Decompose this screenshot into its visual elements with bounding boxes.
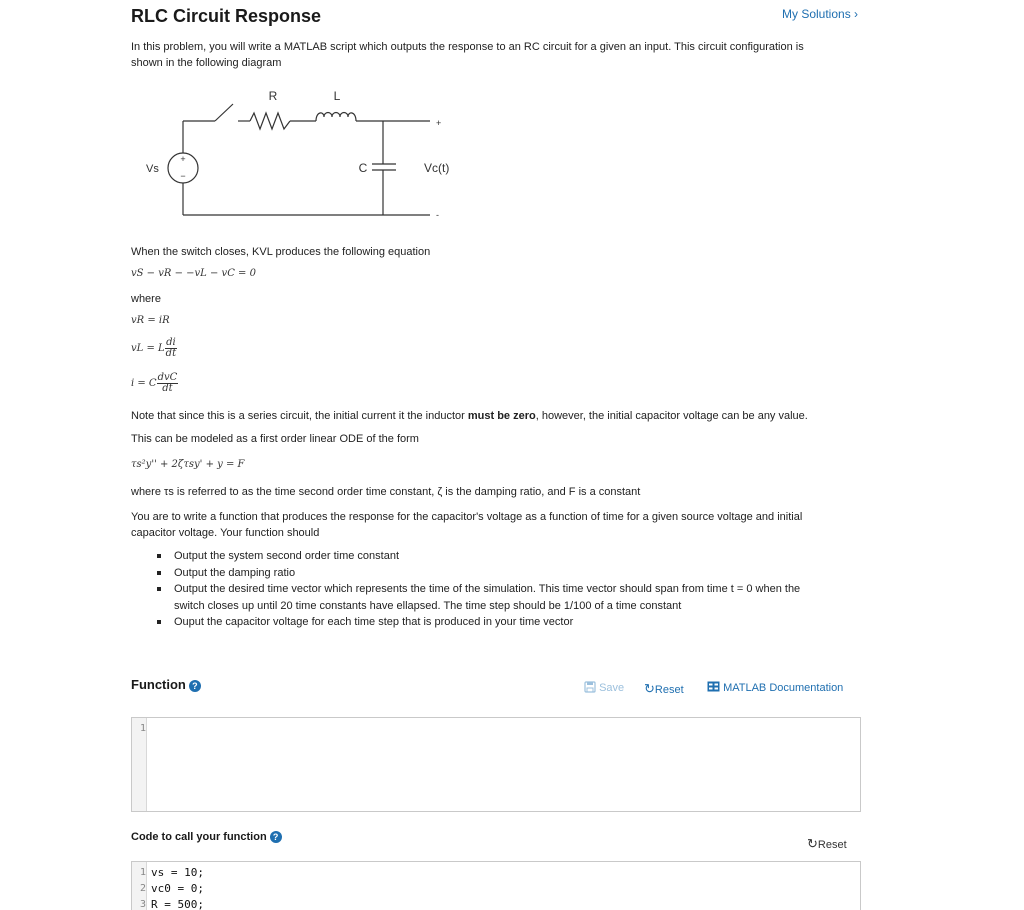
svg-text:+: + bbox=[180, 154, 186, 164]
kvl-equation: vS − vR − −vL − vC = 0 bbox=[131, 268, 256, 279]
ode-intro: This can be modeled as a first order linear ODE of the form bbox=[131, 433, 419, 445]
help-icon[interactable]: ? bbox=[189, 680, 201, 692]
output-voltage-label: Vc(t) bbox=[424, 161, 450, 175]
where-label: where bbox=[131, 293, 161, 305]
call-code-heading: Code to call your function ? bbox=[131, 831, 282, 843]
resistor-label: R bbox=[268, 89, 278, 103]
code-line[interactable]: vc0 = 0; bbox=[151, 882, 204, 895]
svg-text:−: − bbox=[180, 171, 186, 181]
reset-call-button[interactable]: ↻Reset bbox=[807, 836, 847, 851]
switch bbox=[215, 104, 233, 121]
line-number: 3 bbox=[139, 899, 146, 910]
intro-line-2: shown in the following diagram bbox=[131, 57, 282, 69]
function-editor[interactable] bbox=[131, 717, 861, 812]
circuit-diagram bbox=[130, 84, 460, 224]
i-numerator: dvC bbox=[157, 372, 178, 383]
vr-equation: vR = iR bbox=[131, 315, 170, 326]
list-item: Output the damping ratio bbox=[157, 565, 847, 582]
documentation-icon bbox=[707, 681, 720, 692]
vl-denominator: dt bbox=[165, 348, 177, 359]
source-label: Vs bbox=[146, 163, 159, 175]
list-item: Output the desired time vector which represents the time of the simulation. This time vector should span from time t = 0 when the switch closes up until 20 time constants have ellapsed. The time step should be 1/100 of a time constant bbox=[157, 581, 847, 614]
call-code-editor[interactable] bbox=[131, 861, 861, 910]
vl-lhs: vL = L bbox=[131, 343, 165, 354]
resistor bbox=[250, 113, 290, 129]
matlab-documentation-link[interactable]: MATLAB Documentation bbox=[707, 681, 843, 694]
function-heading: Function ? bbox=[131, 677, 201, 692]
vl-equation bbox=[131, 338, 177, 359]
code-line[interactable]: vs = 10; bbox=[151, 866, 204, 879]
vl-numerator: di bbox=[166, 337, 176, 348]
note-paragraph: Note that since this is a series circuit, the initial current it the inductor must be zero, however, the initial capacitor voltage can be any value. bbox=[131, 410, 808, 422]
i-equation bbox=[131, 373, 178, 394]
list-item: Ouput the capacitor voltage for each time step that is produced in your time vector bbox=[157, 614, 847, 631]
emphasis-text: must be zero bbox=[467, 410, 536, 422]
reset-icon: ↻ bbox=[644, 681, 655, 696]
plus-terminal: + bbox=[436, 118, 442, 128]
code-line[interactable]: R = 500; bbox=[151, 898, 204, 910]
ode-where: where τs is referred to as the time second order time constant, ζ is the damping ratio, and F is a constant bbox=[131, 486, 641, 498]
reset-icon: ↻ bbox=[807, 836, 818, 851]
line-number: 1 bbox=[139, 867, 146, 878]
i-lhs: i = C bbox=[131, 378, 157, 389]
intro-paragraph bbox=[131, 39, 851, 71]
help-icon[interactable]: ? bbox=[270, 831, 282, 843]
i-denominator: dt bbox=[162, 383, 173, 394]
my-solutions-link[interactable]: My Solutions › bbox=[782, 7, 859, 21]
inductor-label: L bbox=[333, 89, 341, 103]
kvl-intro: When the switch closes, KVL produces the following equation bbox=[131, 246, 431, 258]
requirements-list bbox=[157, 548, 847, 631]
page-title: RLC Circuit Response bbox=[131, 6, 322, 26]
ode-equation: τs²y'' + 2ζτsy' + y = F bbox=[131, 459, 245, 470]
line-number: 1 bbox=[139, 723, 146, 734]
inductor bbox=[316, 113, 356, 122]
list-item: Output the system second order time constant bbox=[157, 548, 847, 565]
reset-function-button[interactable]: ↻Reset bbox=[644, 681, 684, 696]
save-button[interactable]: Save bbox=[584, 681, 624, 694]
capacitor-label: C bbox=[358, 161, 368, 175]
minus-terminal: - bbox=[436, 210, 439, 220]
line-number: 2 bbox=[139, 883, 146, 894]
task-paragraph: You are to write a function that produces the response for the capacitor's voltage as a function of time for a given source voltage and initial capacitor voltage. Your function should bbox=[131, 511, 803, 539]
save-icon bbox=[584, 681, 596, 693]
intro-line-1: In this problem, you will write a MATLAB script which outputs the response to an RC circuit for a given an input. This circuit configuration is bbox=[131, 41, 804, 53]
